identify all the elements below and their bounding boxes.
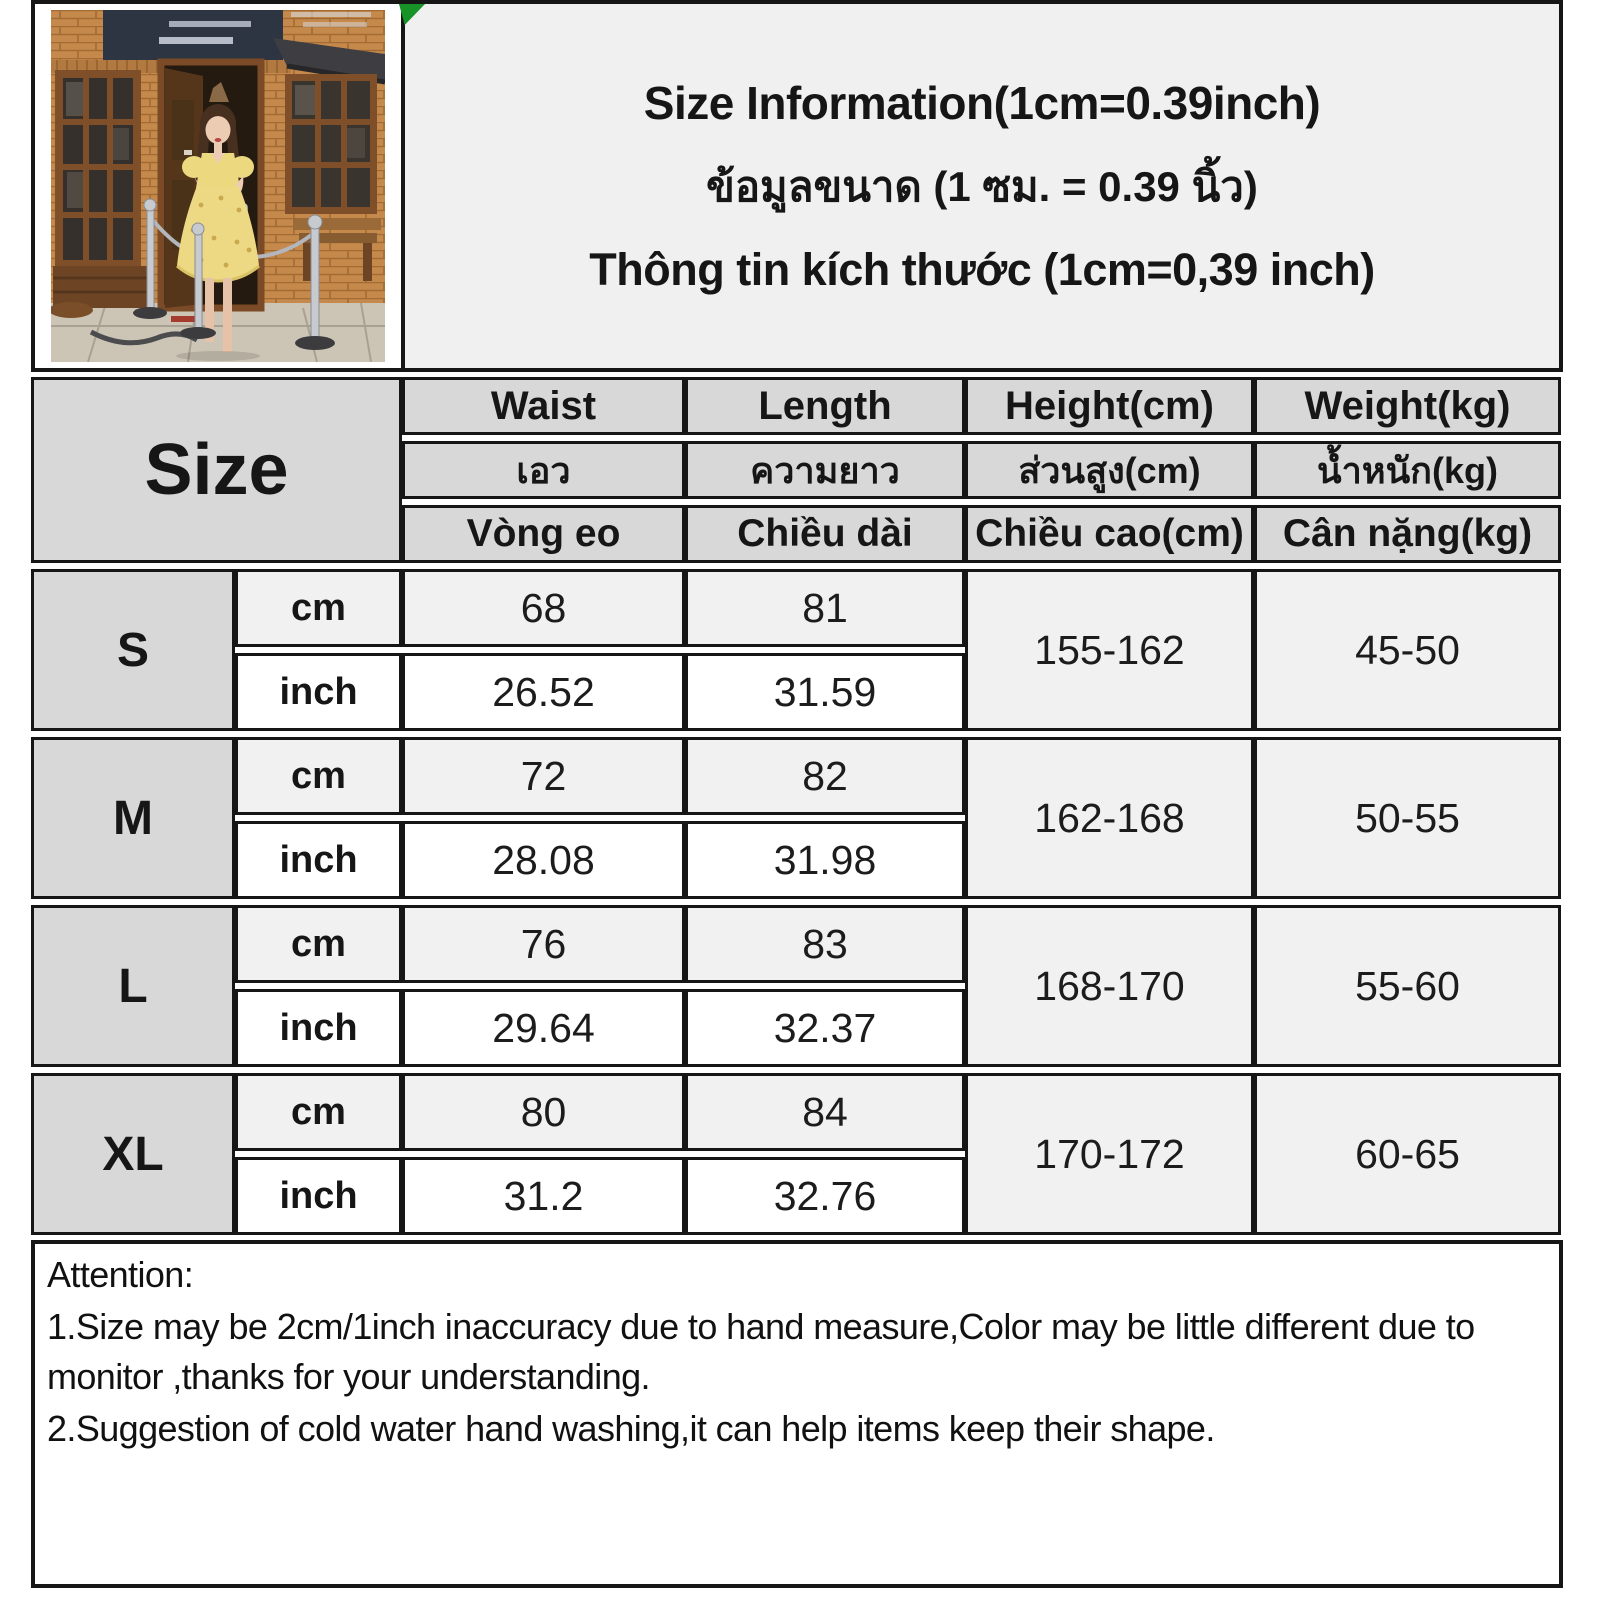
col-header-length-vi: Chiều dài — [685, 505, 965, 563]
col-header-waist-en: Waist — [402, 377, 685, 435]
col-header-length-th: ความยาว — [685, 441, 965, 499]
size-column-header: Size — [31, 377, 402, 563]
title-vietnamese: Thông tin kích thước (1cm=0,39 inch) — [589, 244, 1375, 295]
value-xl-waist-inch: 31.2 — [402, 1157, 685, 1235]
unit-label-cm: cm — [235, 1073, 402, 1151]
col-header-height-vi: Chiều cao(cm) — [965, 505, 1254, 563]
unit-label-cm: cm — [235, 569, 402, 647]
col-header-height-th: ส่วนสูง(cm) — [965, 441, 1254, 499]
storefront-sign — [103, 10, 283, 60]
value-xl-weight: 60-65 — [1254, 1073, 1561, 1235]
value-xl-length-cm: 84 — [685, 1073, 965, 1151]
value-s-waist-cm: 68 — [402, 569, 685, 647]
attention-note-1: 1.Size may be 2cm/1inch inaccuracy due to hand measure,Color may be little different due to monitor ,thanks for your understanding. — [47, 1306, 1475, 1397]
attention-heading: Attention: — [47, 1254, 194, 1295]
unit-label-cm: cm — [235, 905, 402, 983]
col-header-weight-vi: Cân nặng(kg) — [1254, 505, 1561, 563]
header-section — [31, 0, 1563, 372]
value-s-length-cm: 81 — [685, 569, 965, 647]
size-label-l: L — [31, 905, 235, 1067]
value-l-height: 168-170 — [965, 905, 1254, 1067]
product-photo — [51, 10, 385, 362]
size-label-m: M — [31, 737, 235, 899]
title-english: Size Information(1cm=0.39inch) — [643, 77, 1321, 129]
value-l-length-inch: 32.37 — [685, 989, 965, 1067]
value-xl-length-inch: 32.76 — [685, 1157, 965, 1235]
value-m-weight: 50-55 — [1254, 737, 1561, 899]
value-m-waist-cm: 72 — [402, 737, 685, 815]
col-header-waist-th: เอว — [402, 441, 685, 499]
planter — [53, 266, 149, 308]
left-window — [55, 70, 141, 268]
product-photo-cell — [35, 4, 405, 368]
size-chart-sheet — [31, 0, 1563, 1588]
unit-label-inch: inch — [235, 1157, 402, 1235]
attention-note-2: 2.Suggestion of cold water hand washing,it can help items keep their shape. — [47, 1408, 1215, 1449]
right-window — [285, 74, 377, 214]
unit-label-cm: cm — [235, 737, 402, 815]
value-m-length-cm: 82 — [685, 737, 965, 815]
value-xl-waist-cm: 80 — [402, 1073, 685, 1151]
size-information-title — [405, 4, 1559, 368]
size-label-xl: XL — [31, 1073, 235, 1235]
col-header-weight-th: น้ำหนัก(kg) — [1254, 441, 1561, 499]
value-l-length-cm: 83 — [685, 905, 965, 983]
unit-label-inch: inch — [235, 821, 402, 899]
value-s-waist-inch: 26.52 — [402, 653, 685, 731]
value-l-weight: 55-60 — [1254, 905, 1561, 1067]
col-header-weight-en: Weight(kg) — [1254, 377, 1561, 435]
unit-label-inch: inch — [235, 653, 402, 731]
unit-label-inch: inch — [235, 989, 402, 1067]
col-header-height-en: Height(cm) — [965, 377, 1254, 435]
value-m-height: 162-168 — [965, 737, 1254, 899]
col-header-waist-vi: Vòng eo — [402, 505, 685, 563]
col-header-length-en: Length — [685, 377, 965, 435]
value-s-height: 155-162 — [965, 569, 1254, 731]
size-label-s: S — [31, 569, 235, 731]
attention-notes — [31, 1240, 1563, 1588]
size-table — [31, 377, 1563, 1235]
value-m-waist-inch: 28.08 — [402, 821, 685, 899]
value-l-waist-cm: 76 — [402, 905, 685, 983]
value-m-length-inch: 31.98 — [685, 821, 965, 899]
title-thai: ข้อมูลขนาด (1 ซม. = 0.39 นิ้ว) — [706, 163, 1258, 210]
value-xl-height: 170-172 — [965, 1073, 1254, 1235]
value-s-length-inch: 31.59 — [685, 653, 965, 731]
value-s-weight: 45-50 — [1254, 569, 1561, 731]
value-l-waist-inch: 29.64 — [402, 989, 685, 1067]
